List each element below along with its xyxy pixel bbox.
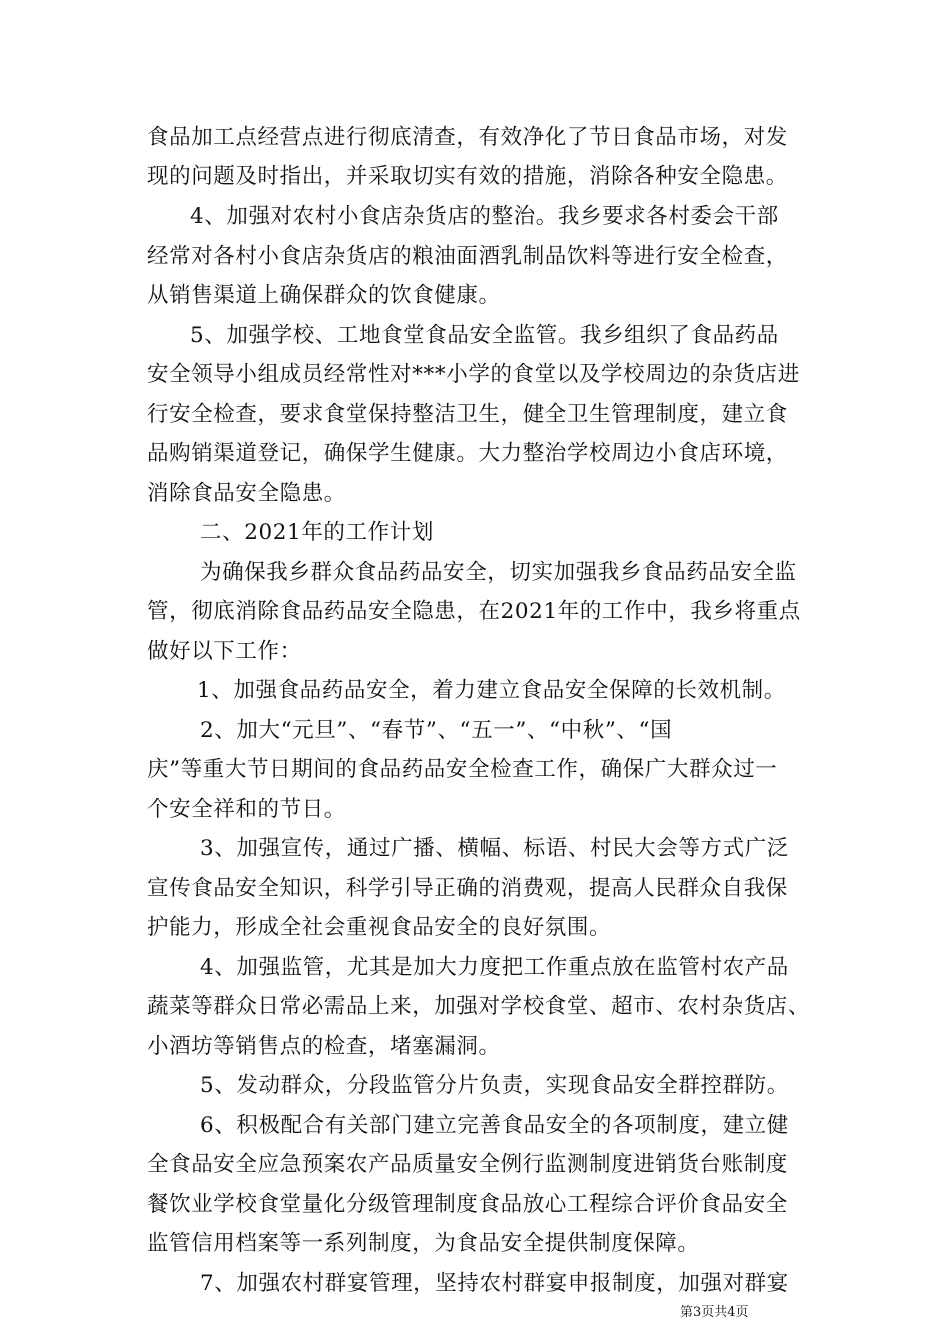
text-line: 宣传食品安全知识，科学引导正确的消费观，提高人民群众自我保 <box>147 876 788 901</box>
text-line: 个安全祥和的节日。 <box>147 797 346 822</box>
text-line: 小酒坊等销售点的检查，堵塞漏洞。 <box>147 1034 501 1059</box>
text-line: 4、加强对农村小食店杂货店的整治。我乡要求各村委会干部 <box>190 204 779 229</box>
section-heading: 二、2021年的工作计划 <box>200 520 434 545</box>
text-line: 经常对各村小食店杂货店的粮油面酒乳制品饮料等进行安全检查， <box>147 244 788 269</box>
text-line: 5、发动群众，分段监管分片负责，实现食品安全群控群防。 <box>200 1073 789 1098</box>
text-line: 3、加强宣传，通过广播、横幅、标语、村民大会等方式广泛 <box>200 836 789 861</box>
text-line: 5、加强学校、工地食堂食品安全监管。我乡组织了食品药品 <box>190 323 779 348</box>
text-line: 行安全检查，要求食堂保持整洁卫生，健全卫生管理制度，建立食 <box>147 402 788 427</box>
text-line: 4、加强监管，尤其是加大力度把工作重点放在监管村农产品 <box>200 955 789 980</box>
text-line: 食品加工点经营点进行彻底清查，有效净化了节日食品市场，对发 <box>147 125 788 150</box>
text-line: 管，彻底消除食品药品安全隐患，在2021年的工作中，我乡将重点 <box>147 599 801 624</box>
text-line: 蔬菜等群众日常必需品上来，加强对学校食堂、超市、农村杂货店、 <box>147 994 811 1019</box>
text-line: 品购销渠道登记，确保学生健康。大力整治学校周边小食店环境， <box>147 441 788 466</box>
text-line: 全食品安全应急预案农产品质量安全例行监测制度进销货台账制度 <box>147 1152 788 1177</box>
text-line: 监管信用档案等一系列制度，为食品安全提供制度保障。 <box>147 1231 700 1256</box>
text-line: 从销售渠道上确保群众的饮食健康。 <box>147 283 501 308</box>
page-number: 第3页共4页 <box>680 1305 749 1320</box>
text-line: 2、加大“元旦”、“春节”、“五一”、“中秋”、“国 <box>200 718 673 743</box>
text-line: 为确保我乡群众食品药品安全，切实加强我乡食品药品安全监 <box>200 560 797 585</box>
text-line: 餐饮业学校食堂量化分级管理制度食品放心工程综合评价食品安全 <box>147 1192 788 1217</box>
text-line: 安全领导小组成员经常性对***小学的食堂以及学校周边的杂货店进 <box>147 362 800 387</box>
text-line: 6、积极配合有关部门建立完善食品安全的各项制度，建立健 <box>200 1113 789 1138</box>
text-line: 现的问题及时指出，并采取切实有效的措施，消除各种安全隐患。 <box>147 164 788 189</box>
text-line: 庆”等重大节日期间的食品药品安全检查工作，确保广大群众过一 <box>147 757 778 782</box>
text-line: 1、加强食品药品安全，着力建立食品安全保障的长效机制。 <box>197 678 786 703</box>
text-line: 做好以下工作： <box>147 639 302 664</box>
text-line: 消除食品安全隐患。 <box>147 481 346 506</box>
text-line: 护能力，形成全社会重视食品安全的良好氛围。 <box>147 915 612 940</box>
text-line: 7、加强农村群宴管理，坚持农村群宴申报制度，加强对群宴 <box>200 1271 789 1296</box>
